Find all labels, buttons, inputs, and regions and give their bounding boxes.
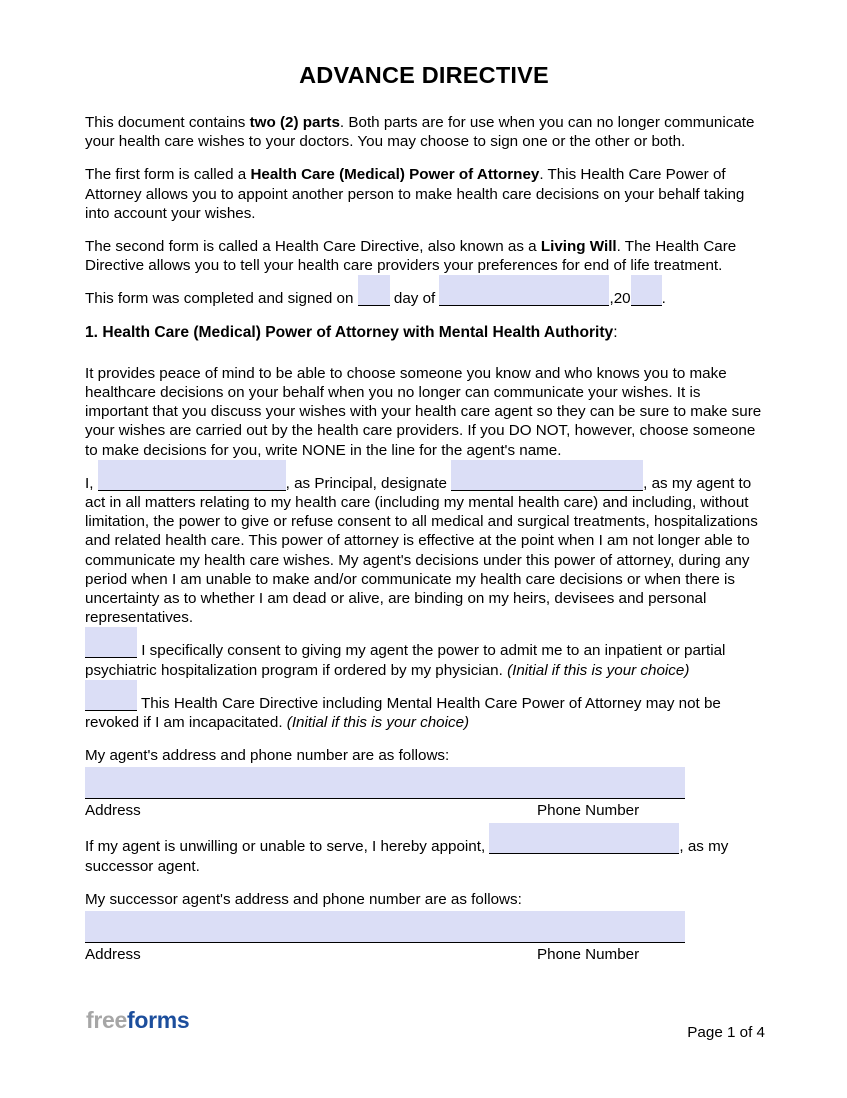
successor-post: , as my successor agent. <box>85 838 729 875</box>
successor-address-intro: My successor agent's address and phone number are as follows: <box>85 890 522 908</box>
freeforms-logo <box>86 1007 190 1033</box>
second-form-pre: The second form is called a Health Care Directive, also known as a <box>85 238 541 256</box>
section1-intro-paragraph: It provides peace of mind to be able to choose someone you know and who knows you to make healthcare decisions on your behalf when you no longer can communicate your wishes. It is important that you discuss your wishes with your health care agent so they can be sure to make sure your wishes are carried out by the health care providers. If you DO NOT, however, choose someone to make decisions for you, write NONE in the line for the agent's name. <box>85 364 762 459</box>
psychiatric-consent-paragraph <box>85 641 763 679</box>
psychiatric-consent-note: (Initial if this is your choice) <box>507 661 690 679</box>
first-form-post: . This Health Care Power of Attorney allows you to appoint another person to make health care decisions on your behalf taking into account your wishes. <box>85 166 745 222</box>
signed-date-line <box>85 289 763 308</box>
agent-address-phone-field[interactable] <box>85 767 685 799</box>
designate-pre: I, <box>85 474 98 492</box>
successor-phone-number-label: Phone Number <box>537 946 640 964</box>
second-form-paragraph <box>85 237 763 275</box>
page-number: Page 1 of 4 <box>687 1024 765 1041</box>
document-title: ADVANCE DIRECTIVE <box>299 62 549 88</box>
section1-heading <box>85 323 763 342</box>
intro-text-post: . Both parts are for use when you can no longer communicate your health care wishes to your doctors. You may choose to sign one or the other or both. <box>85 114 755 151</box>
agent-address-labels <box>85 801 763 821</box>
no-revoke-note: (Initial if this is your choice) <box>286 714 470 732</box>
first-form-bold: Health Care (Medical) Power of Attorney <box>250 166 540 184</box>
designate-mid: , as Principal, designate <box>285 474 452 492</box>
principal-name-field[interactable] <box>98 475 286 488</box>
first-form-paragraph <box>85 165 763 223</box>
address-label: Address <box>85 802 141 820</box>
second-form-post: . The Health Care Directive allows you to tell your health care providers your preferences for end of life treatment. <box>85 238 737 275</box>
section1-heading-colon: : <box>613 323 618 341</box>
document-body <box>85 62 763 981</box>
intro-paragraph <box>85 113 763 151</box>
signed-day-field[interactable] <box>358 290 390 303</box>
logo-forms-text: forms <box>127 1007 190 1033</box>
first-form-pre: The first form is called a <box>85 166 251 184</box>
signed-day-of: day of <box>389 290 440 308</box>
agent-name-field[interactable] <box>451 475 643 488</box>
successor-address-labels <box>85 945 763 965</box>
logo-free-text: free <box>86 1007 127 1033</box>
psychiatric-initials-field[interactable] <box>85 642 137 655</box>
successor-address-label: Address <box>85 946 141 964</box>
successor-address-phone-field[interactable] <box>85 911 685 943</box>
no-revoke-paragraph <box>85 694 763 732</box>
successor-paragraph <box>85 837 763 875</box>
agent-address-intro: My agent's address and phone number are as follows: <box>85 747 450 765</box>
signed-month-field[interactable] <box>439 290 609 303</box>
no-revoke-text: This Health Care Directive including Mental Health Care Power of Attorney may not be revoked if I am incapacitated. <box>85 694 721 732</box>
second-form-bold: Living Will <box>540 238 617 256</box>
psychiatric-consent-text: I specifically consent to giving my agent the power to admit me to an inpatient or partial psychiatric hospitalization program if ordered by my physician. <box>85 642 726 679</box>
designation-paragraph <box>85 474 763 628</box>
intro-text-bold: two (2) parts <box>249 114 340 131</box>
successor-pre: If my agent is unwilling or unable to serve, I hereby appoint, <box>85 838 490 856</box>
successor-name-field[interactable] <box>489 838 679 851</box>
signed-year-field[interactable] <box>631 290 662 303</box>
signed-end: . <box>661 290 666 308</box>
intro-text-pre: This document contains <box>85 114 250 131</box>
phone-number-label: Phone Number <box>537 802 640 820</box>
section1-heading-text: 1. Health Care (Medical) Power of Attorney with Mental Health Authority <box>85 323 614 341</box>
designate-post: , as my agent to act in all matters relating to my health care (including my mental health care) and including, without limitation, the power to give or refuse consent to all medical and surgical treatments, hospitalizations and related health care. This power of attorney is effective at the point when I am not longer able to communicate my health care wishes. My agent's decisions under this power of attorney, during any period when I am unable to make and/or communicate my health care decisions or when there is uncertainty as to whether I am dead or alive, are binding on my heirs, devisees and personal representatives. <box>85 474 758 627</box>
signed-pre: This form was completed and signed on <box>85 290 358 308</box>
signed-year-prefix: ,20 <box>609 290 631 308</box>
no-revoke-initials-field[interactable] <box>85 695 137 708</box>
